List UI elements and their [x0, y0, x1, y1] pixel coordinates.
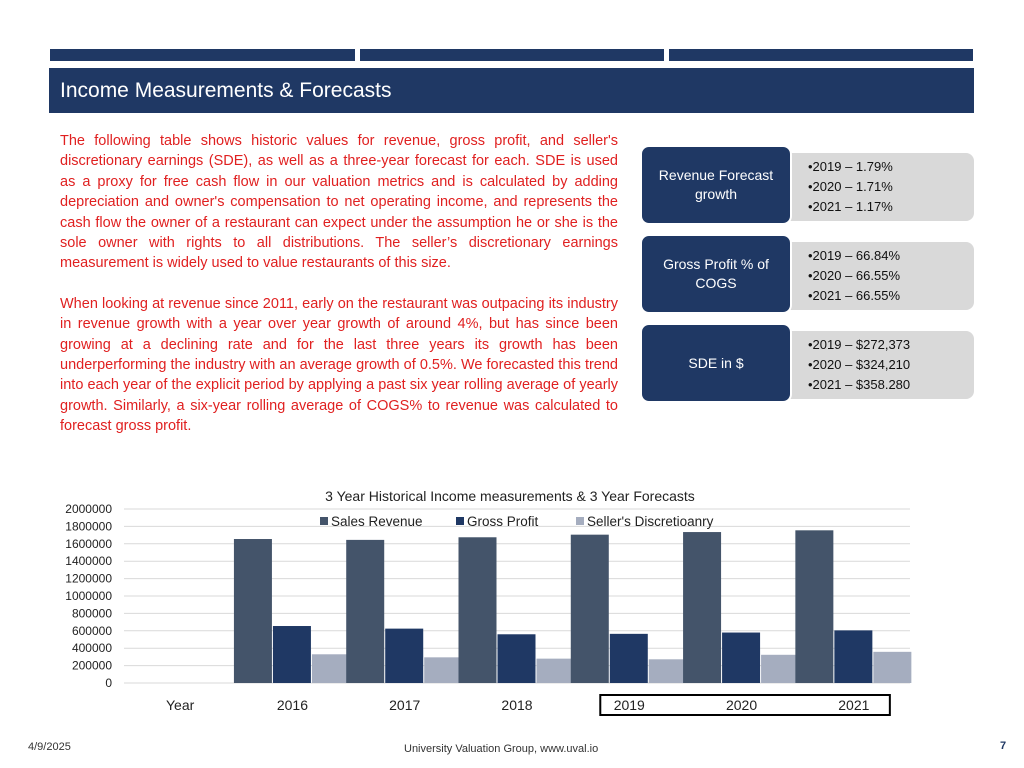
- metric-values-panel: [780, 331, 974, 399]
- y-tick-label: 800000: [71, 606, 112, 621]
- metric-gross-profit: [640, 234, 975, 314]
- x-tick-label: 2020: [725, 697, 758, 713]
- y-tick-label: 1800000: [65, 519, 112, 534]
- metric-value: •2019 – 1.79%: [808, 159, 893, 174]
- metric-label-box: [640, 323, 792, 403]
- y-tick-label: 1600000: [65, 536, 112, 551]
- bar-sales-revenue-2018: [459, 537, 497, 683]
- header-stripe: [669, 49, 973, 61]
- y-tick-label: 400000: [71, 641, 112, 656]
- metric-value: •2021 – 1.17%: [808, 199, 893, 214]
- bar-gross-profit-2016: [273, 626, 311, 683]
- footer-source: University Valuation Group, www.uval.io: [404, 743, 599, 755]
- bar-gross-profit-2020: [722, 633, 760, 683]
- legend-swatch: [576, 517, 584, 525]
- metric-revenue-growth: [640, 145, 975, 225]
- chart-title: 3 Year Historical Income measurements & 3 Year Forecasts: [325, 488, 695, 504]
- x-tick-label: 2017: [389, 697, 421, 713]
- footer-date: 4/9/2025: [28, 741, 71, 753]
- legend-label: Seller's Discretioanry: [587, 514, 714, 529]
- paragraph: When looking at revenue since 2011, early on the restaurant was outpacing its industry in revenue growth with a year over year growth of around 4%, but has since been growing at a declining rate and for the last three years its growth has been underperforming the industry with an average growth of 0.5%. We forecasted this trend into each year of the explicit period by applying a past six year rolling average of yearly growth. Similarly, a six-year rolling average of COGS% to revenue was calculated to forecast gross profit.: [60, 295, 618, 435]
- page-number: 7: [1000, 740, 1007, 752]
- bar-sales-revenue-2017: [346, 540, 384, 683]
- bar-sales-revenue-2020: [683, 532, 721, 683]
- bar-seller-s-discretioanry-2021: [873, 652, 911, 683]
- legend-label: Sales Revenue: [331, 514, 423, 529]
- metric-value: •2019 – $272,373: [808, 337, 911, 352]
- metric-value: •2019 – 66.84%: [808, 248, 901, 263]
- bar-gross-profit-2017: [385, 629, 423, 683]
- metric-label-box: [640, 234, 792, 314]
- metric-value: •2021 – $358.280: [808, 377, 911, 392]
- title-bar: [49, 68, 974, 113]
- legend-swatch: [456, 517, 464, 525]
- y-tick-label: 1200000: [65, 571, 112, 586]
- y-tick-label: 0: [105, 676, 112, 690]
- legend-label: Gross Profit: [467, 514, 539, 529]
- metric-label: Gross Profit % of COGS: [663, 256, 769, 291]
- bar-sales-revenue-2016: [234, 539, 272, 683]
- metric-value: •2021 – 66.55%: [808, 288, 901, 303]
- x-tick-label: 2018: [501, 697, 533, 713]
- metric-label: SDE in $: [688, 354, 744, 371]
- y-tick-label: 1000000: [65, 589, 112, 603]
- bar-seller-s-discretioanry-2018: [537, 659, 575, 683]
- y-tick-label: 200000: [71, 658, 112, 673]
- income-bar-chart: [0, 480, 1024, 720]
- bar-sales-revenue-2021: [795, 530, 833, 683]
- metric-label: Revenue Forecast growth: [658, 167, 774, 202]
- x-tick-label: 2016: [276, 697, 309, 713]
- y-tick-label: 2000000: [65, 502, 112, 516]
- bar-seller-s-discretioanry-2016: [312, 654, 350, 683]
- x-tick-label: 2021: [838, 697, 870, 713]
- page-title: Income Measurements & Forecasts: [60, 79, 392, 102]
- y-tick-label: 600000: [71, 623, 112, 638]
- bar-sales-revenue-2019: [571, 535, 609, 683]
- metric-value: •2020 – $324,210: [808, 357, 911, 372]
- y-tick-label: 1400000: [65, 554, 112, 569]
- bar-seller-s-discretioanry-2019: [649, 659, 687, 683]
- paragraph: The following table shows historic values for revenue, gross profit, and seller's discretionary earnings (SDE), as well as a three-year forecast for each. SDE is used as a proxy for free cash flow in our valuation metrics and is calculated by adding depreciation and owner's compensation to net operating income, and represents the cash flow the owner of a restaurant can expect under the assumption he or she is the sole owner with rights to all distributions. The seller’s discretionary earnings measurement is widely used to value restaurants of this size.: [60, 133, 618, 272]
- x-tick-label: 2019: [613, 697, 645, 713]
- body-text: [60, 131, 618, 457]
- bar-seller-s-discretioanry-2017: [424, 657, 462, 683]
- header-stripe: [50, 49, 355, 61]
- metric-label-box: [640, 145, 792, 225]
- bar-gross-profit-2019: [610, 634, 648, 683]
- metric-value: •2020 – 66.55%: [808, 268, 901, 283]
- bar-gross-profit-2018: [498, 634, 536, 683]
- bar-seller-s-discretioanry-2020: [761, 655, 799, 683]
- metric-values-panel: [780, 153, 974, 221]
- metric-values-panel: [780, 242, 974, 310]
- bar-gross-profit-2021: [834, 630, 872, 683]
- header-stripe: [360, 49, 664, 61]
- x-tick-label: Year: [165, 697, 195, 713]
- metric-sde: [640, 323, 975, 403]
- legend-swatch: [320, 517, 328, 525]
- metric-value: •2020 – 1.71%: [808, 179, 893, 194]
